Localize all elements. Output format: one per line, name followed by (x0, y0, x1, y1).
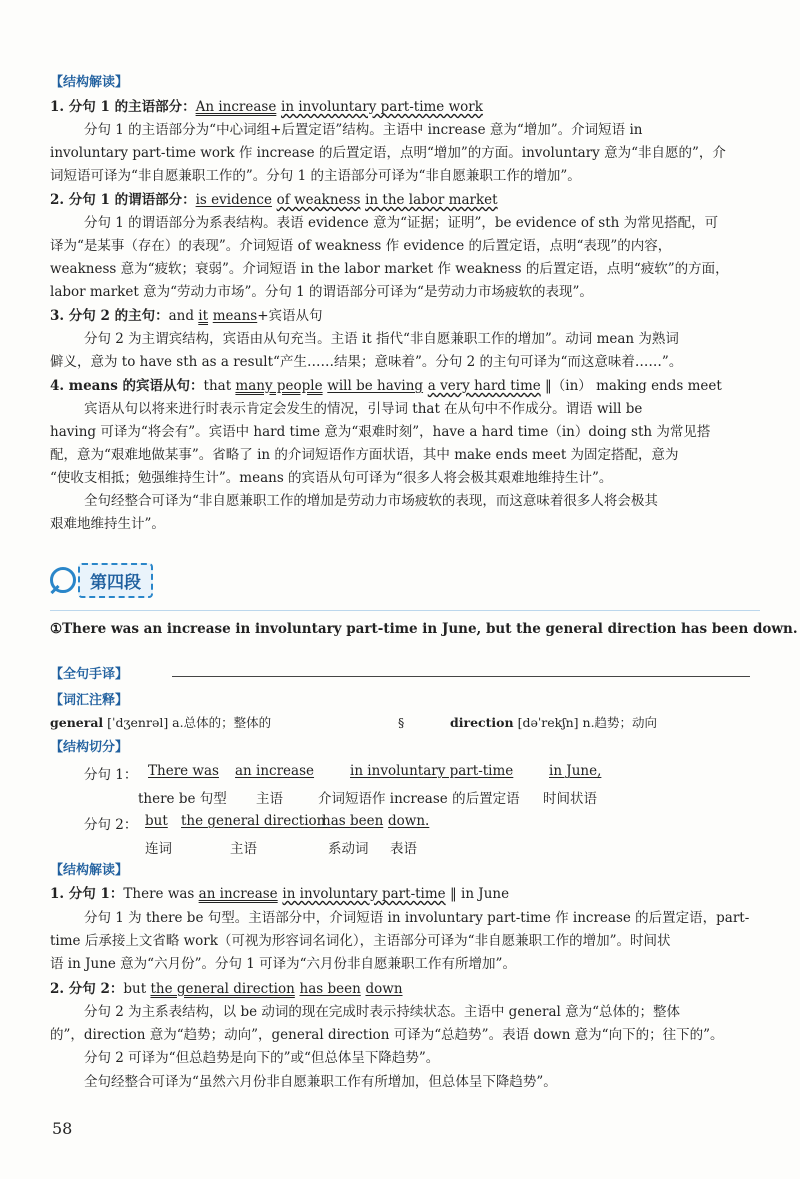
para: “使收支相抵；勉强维持生计”。means 的宾语从句可译为“很多人将会极其艰难地维持生计”。 (50, 470, 613, 486)
s3-and: and (168, 308, 199, 324)
vocab-sep: § (398, 715, 405, 730)
cut2-note: 系动词 (328, 841, 369, 857)
para: labor market 意为“劳动力市场”。分句 1 的谓语部分可译为“是劳动力市场疲软的表现”。 (50, 284, 593, 300)
key-sentence: ①There was an increase in involuntary part-time in June, but the general direction has been down. (50, 621, 798, 637)
section-title: 第四段 (78, 563, 153, 598)
cut1-label: 分句 1： (84, 767, 138, 783)
cut1-part: There was (148, 763, 219, 779)
para: 配，意为“艰难地做某事”。省略了 in 的介词短语作方面状语，其中 make ends meet 为固定搭配，意为 (50, 447, 679, 463)
b2-c: down (365, 981, 403, 997)
b2-a: the general direction (150, 981, 295, 997)
cut2-part: has been (322, 813, 384, 829)
cut2-part: down. (388, 813, 430, 829)
b1-b: in involuntary part-time (282, 886, 446, 902)
s2-b: of weakness (276, 192, 361, 208)
cut1-note: 时间状语 (543, 791, 597, 807)
cut2-note: 连词 (145, 841, 172, 857)
s4-title: 4. means 的宾语从句： (50, 378, 204, 394)
vocab-word-2: direction (450, 715, 514, 730)
b2-pre: but (123, 981, 151, 997)
s3-means: means (212, 308, 258, 324)
s1-phrase-b: in involuntary part-time work (281, 99, 483, 115)
cut2-part: but (145, 813, 168, 829)
vocab-line (50, 712, 760, 734)
b2-line (50, 978, 760, 1000)
b1-pre: There was (123, 886, 199, 902)
cut2-part: the general direction (181, 813, 326, 829)
para: 译为“是某事（存在）的表现”。介词短语 of weakness 作 evidence 的后置定语，点明“表现”的内容， (50, 238, 672, 254)
para: 的”，direction 意为“趋势；动向”，general direction 可译为“总趋势”。表语 down 意为“向下的；往下的”。 (50, 1027, 724, 1043)
s4-a: many people (235, 378, 323, 394)
b1-line (50, 883, 760, 905)
s3-rest: +宾语从句 (257, 308, 323, 324)
para: 分句 2 可译为“但总趋势是向下的”或“但总体呈下降趋势”。 (84, 1050, 440, 1066)
s4-c: a very hard time (427, 378, 541, 394)
cut2-note: 表语 (390, 841, 417, 857)
para: 宾语从句以将来进行时表示肯定会发生的情况，引导词 that 在从句中不作成分。谓语 will be (84, 401, 643, 417)
cut1-part: in June, (549, 763, 602, 779)
cut2-label: 分句 2： (84, 817, 138, 833)
para: 全句经整合可译为“虽然六月份非自愿兼职工作有所增加，但总体呈下降趋势”。 (84, 1074, 557, 1090)
cut1-note: 主语 (256, 791, 283, 807)
para: 分句 2 为主谓宾结构，宾语由从句充当。主语 it 指代“非自愿兼职工作的增加”。动词 mean 为熟词 (84, 331, 679, 347)
para: 词短语可译为“非自愿兼职工作的”。分句 1 的主语部分可译为“非自愿兼职工作的增加”。 (50, 168, 581, 184)
para: weakness 意为“疲软；衰弱”。介词短语 in the labor market 作 weakness 的后置定语，点明“疲软”的方面， (50, 261, 729, 277)
s1-line (50, 96, 760, 118)
para: 分句 1 的谓语部分为系表结构。表语 evidence 意为“证据；证明”，be evidence of sth 为常见搭配，可 (84, 215, 719, 231)
s2-title: 2. 分句 1 的谓语部分： (50, 192, 196, 208)
struct-heading-bottom: 【结构解读】 (50, 863, 129, 878)
vocab-def-1: [ˈdʒenrəl] a.总体的；整体的 (103, 715, 272, 730)
s2-c: in the labor market (365, 192, 498, 208)
cut-label: 【结构切分】 (50, 740, 129, 755)
para: 艰难地维持生计”。 (50, 516, 165, 532)
vocab-label: 【词汇注释】 (50, 693, 129, 708)
s3-line (50, 305, 760, 327)
answer-line (172, 676, 750, 677)
para: 僻义，意为 to have sth as a result“产生……结果；意味着”。分句 2 的主句可译为“而这意味着……”。 (50, 354, 683, 370)
full-trans-label: 【全句手译】 (50, 667, 129, 682)
s4-that: that (203, 378, 236, 394)
cut2-note: 主语 (230, 841, 257, 857)
s3-title: 3. 分句 2 的主句： (50, 308, 169, 324)
s4-line (50, 375, 760, 397)
s4-b: will be having (327, 378, 424, 394)
s2-line (50, 189, 760, 211)
page-number: 58 (52, 1119, 73, 1138)
cut1-note: 介词短语作 increase 的后置定语 (318, 791, 520, 807)
s1-phrase-a: An increase (195, 99, 277, 115)
vocab-word-1: general (50, 715, 104, 730)
s3-it: it (198, 308, 209, 324)
vocab-def-2: [dəˈrekʃn] n.趋势；动向 (513, 715, 658, 730)
para: 分句 2 为主系表结构，以 be 动词的现在完成时表示持续状态。主语中 general 意为“总体的；整体 (84, 1004, 681, 1020)
s4-rest: ‖（in） making ends meet (540, 378, 722, 394)
divider (50, 610, 760, 611)
b1-title: 1. 分句 1： (50, 886, 124, 902)
s2-a: is evidence (195, 192, 272, 208)
cut1-note: there be 句型 (138, 791, 227, 807)
b2-title: 2. 分句 2： (50, 981, 124, 997)
b1-rest: ‖ in June (445, 886, 510, 902)
s1-title: 1. 分句 1 的主语部分： (50, 99, 196, 115)
cut1-part: an increase (235, 763, 315, 779)
para: 全句经整合可译为“非自愿兼职工作的增加是劳动力市场疲软的表现，而这意味着很多人将会极其 (84, 493, 658, 509)
para: time 后承接上文省略 work（可视为形容词名词化），主语部分可译为“非自愿兼职工作的增加”。时间状 (50, 933, 671, 949)
para: having 可译为“将会有”。宾语中 hard time 意为“艰难时刻”，have a hard time（in）doing sth 为常见搭 (50, 424, 711, 440)
b2-b: has been (299, 981, 361, 997)
para: involuntary part-time work 作 increase 的后置定语，点明“增加”的方面。involuntary 意为“非自愿的”，介 (50, 145, 726, 161)
para: 分句 1 为 there be 句型。主语部分中，介词短语 in involuntary part-time 作 increase 的后置定语，part- (84, 910, 750, 926)
b1-a: an increase (198, 886, 278, 902)
struct-heading-top: 【结构解读】 (50, 75, 129, 90)
section-header (50, 563, 170, 599)
para: 分句 1 的主语部分为“中心词组+后置定语”结构。主语中 increase 意为“增加”。介词短语 in (84, 122, 643, 138)
cut1-part: in involuntary part-time (350, 763, 514, 779)
para: 语 in June 意为“六月份”。分句 1 可译为“六月份非自愿兼职工作有所增加”。 (50, 956, 516, 972)
